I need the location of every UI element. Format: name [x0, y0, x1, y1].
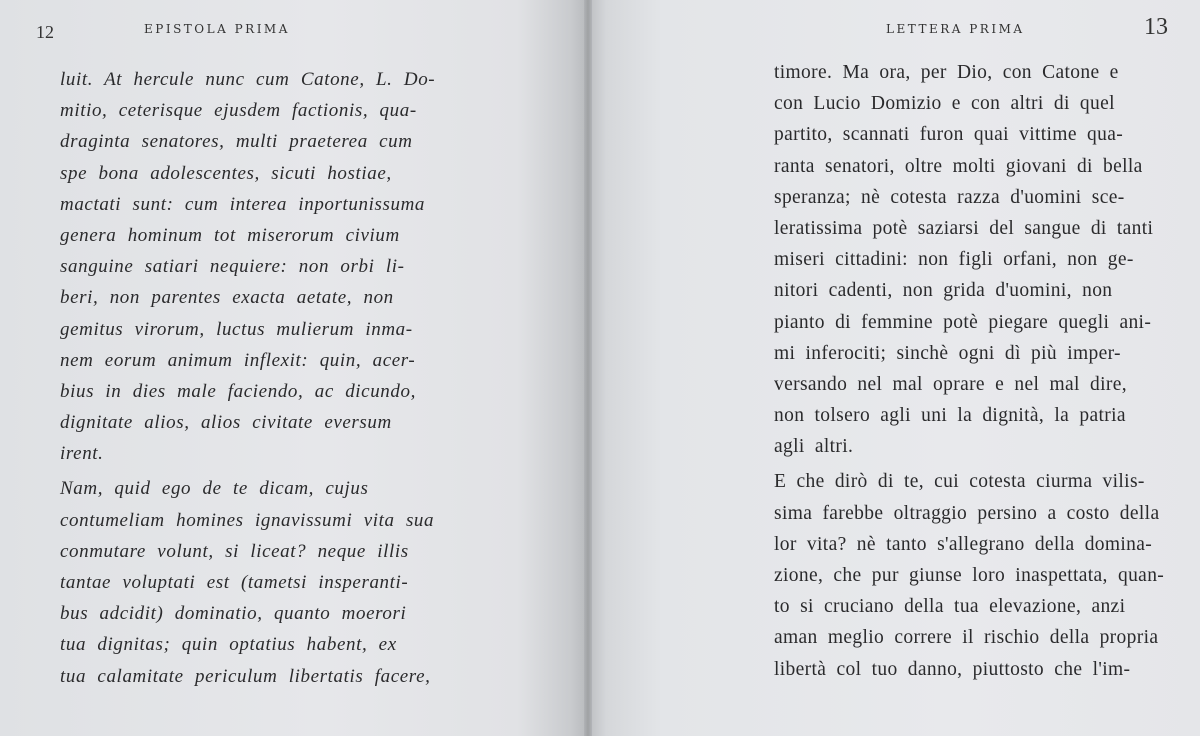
text-line: agli altri. [774, 436, 854, 458]
text-line: speranza; nè cotesta razza d'uomini sce- [774, 186, 1125, 208]
text-line: tua dignitas; quin optatius habent, ex [60, 634, 397, 656]
text-line: con Lucio Domizio e con altri di quel [774, 93, 1115, 115]
text-line: spe bona adolescentes, sicuti hostiae, [60, 162, 392, 184]
text-line: libertà col tuo danno, piuttosto che l'im- [774, 658, 1131, 680]
right-page-text [774, 57, 1164, 685]
text-line: sima farebbe oltraggio persino a costo della [774, 502, 1160, 524]
left-running-head: EPISTOLA PRIMA [144, 22, 290, 36]
right-page-number: 13 [1144, 14, 1168, 40]
text-line: draginta senatores, multi praeterea cum [60, 131, 413, 153]
text-line: partito, scannati furon quai vittime qua- [774, 124, 1124, 146]
text-line: genera hominum tot miserorum civium [60, 224, 400, 246]
text-line: timore. Ma ora, per Dio, con Catone e [774, 62, 1119, 83]
text-line: to si cruciano della tua elevazione, anzi [774, 596, 1126, 618]
text-line: aman meglio correre il rischio della propria [774, 627, 1159, 649]
text-line: versando nel mal oprare e nel mal dire, [774, 373, 1127, 395]
book-gutter [584, 0, 592, 736]
text-line: lor vita? nè tanto s'allegrano della domina- [774, 533, 1153, 555]
text-line: nem eorum animum inflexit: quin, acer- [60, 349, 416, 371]
left-page-text [60, 64, 435, 692]
text-line: luit. At hercule nunc cum Catone, L. Do- [60, 69, 436, 90]
text-line: E che dirò di te, cui cotesta ciurma vilis- [774, 471, 1145, 493]
text-line: miseri cittadini: non figli orfani, non ge- [774, 249, 1134, 271]
text-line: tua calamitate periculum libertatis facere, [60, 665, 431, 687]
text-line: bius in dies male faciendo, ac dicundo, [60, 380, 416, 402]
text-line: bus adcidit) dominatio, quanto moerori [60, 603, 407, 625]
text-line: pianto di femmine potè piegare quegli ani- [774, 311, 1152, 333]
text-line: gemitus virorum, luctus mulierum inma- [60, 318, 413, 340]
text-line: leratissima potè saziarsi del sangue di tanti [774, 217, 1154, 239]
text-line: dignitate alios, alios civitate eversum [60, 412, 392, 434]
text-line: Nam, quid ego de te dicam, cujus [60, 478, 369, 500]
text-line: ranta senatori, oltre molti giovani di bella [774, 155, 1143, 177]
text-line: beri, non parentes exacta aetate, non [60, 287, 394, 309]
right-running-head: LETTERA PRIMA [886, 22, 1025, 36]
text-line: tantae voluptati est (tametsi insperanti- [60, 572, 409, 593]
left-page-number: 12 [36, 22, 54, 42]
left-page [0, 0, 588, 736]
text-line: contumeliam homines ignavissumi vita sua [60, 509, 435, 531]
right-page [588, 0, 1200, 736]
text-line: irent. [60, 443, 104, 465]
text-line: mi inferociti; sinchè ogni dì più imper- [774, 342, 1121, 364]
text-line: sanguine satiari nequiere: non orbi li- [60, 256, 405, 278]
text-line: mitio, ceterisque ejusdem factionis, qua- [60, 100, 417, 122]
text-line: mactati sunt: cum interea inportunissuma [60, 193, 425, 215]
text-line: non tolsero agli uni la dignità, la patria [774, 405, 1126, 427]
text-line: conmutare volunt, si liceat? neque illis [60, 540, 409, 562]
text-line: zione, che pur giunse loro inaspettata, quan- [774, 565, 1165, 586]
text-line: nitori cadenti, non grida d'uomini, non [774, 280, 1113, 302]
